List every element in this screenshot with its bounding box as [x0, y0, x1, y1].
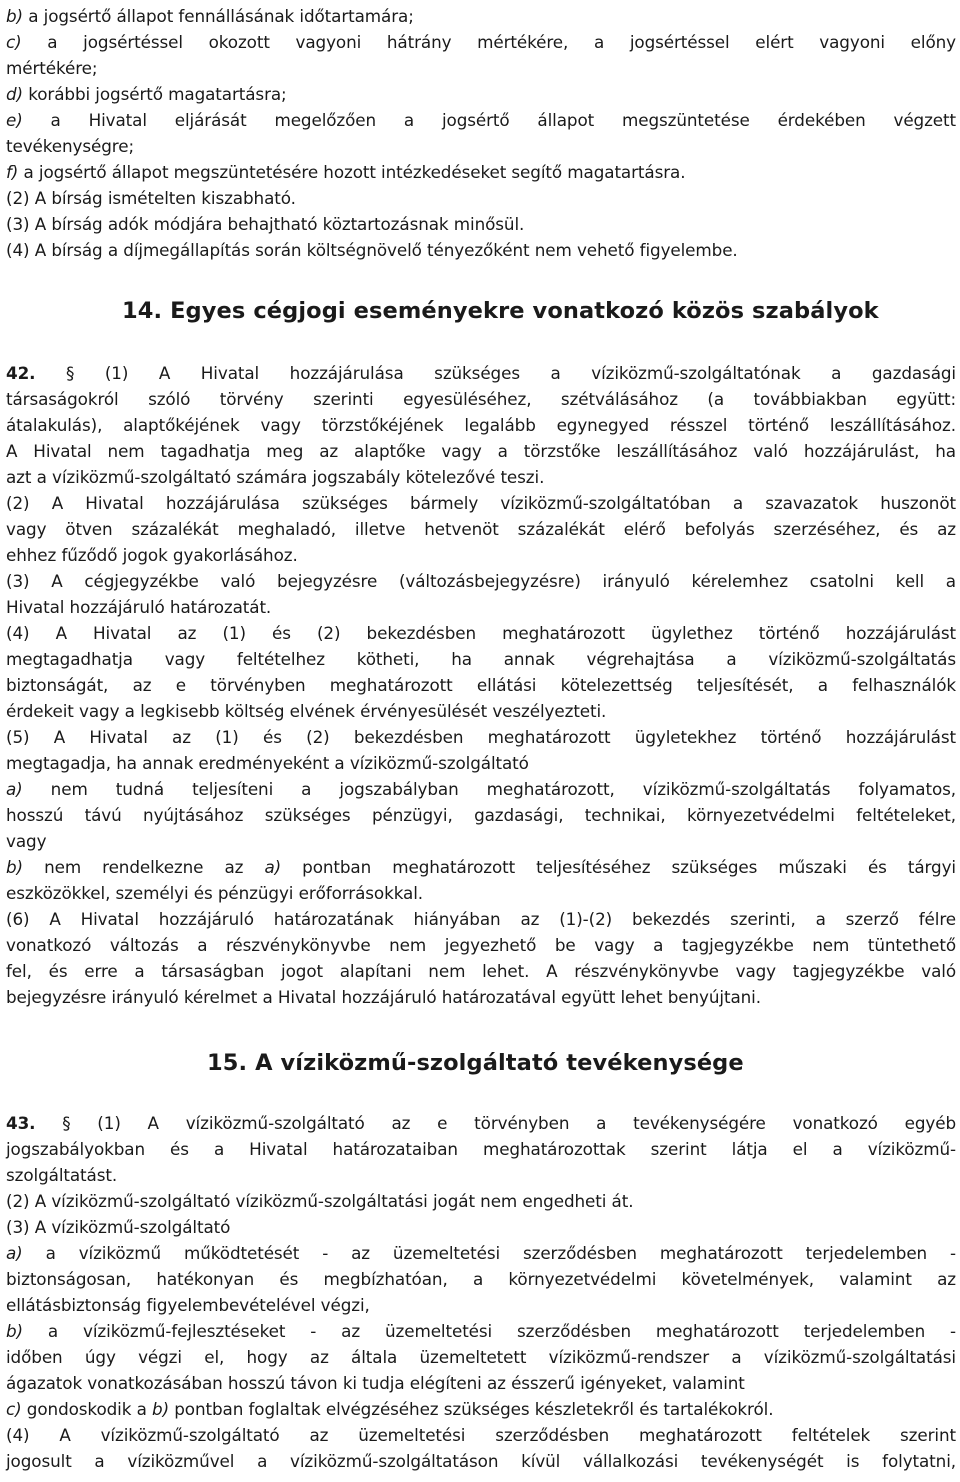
text-run: jogosult a víziközművel a víziközmű-szolgáltatáson kívül vállalkozási tevékenységét is folytatni, — [6, 1451, 956, 1471]
text-run: mértékére; — [6, 58, 98, 78]
text-run: korábbi jogsértő magatartásra; — [23, 84, 287, 104]
text-line — [6, 360, 956, 386]
text-run: jogszabályokban és a Hivatal határozataiban meghatározottak szerint látja el a víziközmű- — [6, 1139, 956, 1159]
text-line — [6, 1396, 773, 1422]
text-run: vonatkozó változás a részvénykönyvbe nem jegyezhető be vagy a tagjegyzékbe nem tüntethető — [6, 935, 956, 955]
text-run: (3) A cégjegyzékbe való bejegyzésre (változásbejegyzésre) irányuló kérelemhez csatolni kell a — [6, 571, 956, 591]
text-line — [6, 854, 956, 880]
text-line — [6, 1214, 230, 1240]
list-marker: b) — [6, 1321, 23, 1341]
text-line — [6, 81, 287, 107]
text-line — [6, 185, 296, 211]
text-line — [6, 568, 956, 594]
text-line — [6, 724, 956, 750]
text-line — [6, 237, 738, 263]
text-run: (3) A víziközmű-szolgáltató — [6, 1217, 231, 1237]
text-run: (4) A Hivatal az (1) és (2) bekezdésben meghatározott ügylethez történő hozzájárulást — [6, 623, 956, 643]
text-line — [6, 1318, 956, 1344]
text-line — [6, 490, 956, 516]
text-run: ehhez fűződő jogok gyakorlásához. — [6, 545, 298, 565]
text-run: társaságokról szóló törvény szerinti egyesüléséhez, szétválásához (a továbbiakban együtt: — [6, 389, 956, 409]
text-run: megtagadja, ha annak eredményeként a víziközmű-szolgáltató — [6, 753, 529, 773]
text-line — [6, 438, 956, 464]
section-number: 42. — [6, 363, 36, 383]
text-run: pontban meghatározott teljesítéséhez szükséges műszaki és tárgyi — [281, 857, 956, 877]
text-line — [6, 55, 97, 81]
text-line — [6, 828, 46, 854]
text-run: megtagadhatja vagy feltételhez kötheti, ha annak végrehajtása a víziközmű-szolgáltatás — [6, 649, 956, 669]
text-line — [6, 1266, 956, 1292]
text-run: eszközökkel, személyi és pénzügyi erőforrásokkal. — [6, 883, 423, 903]
text-line — [6, 1240, 956, 1266]
text-line — [6, 159, 685, 185]
text-run: tevékenységre; — [6, 136, 134, 156]
text-run: (2) A víziközmű-szolgáltató víziközmű-szolgáltatási jogát nem engedheti át. — [6, 1191, 634, 1211]
text-line — [6, 802, 956, 828]
text-run: (5) A Hivatal az (1) és (2) bekezdésben meghatározott ügyletekhez történő hozzájárulást — [6, 727, 956, 747]
text-line — [6, 750, 529, 776]
text-run: (4) A bírság a díjmegállapítás során költségnövelő tényezőként nem vehető figyelembe. — [6, 240, 738, 260]
section-heading-14: 14. Egyes cégjogi eseményekre vonatkozó közös szabályok — [122, 298, 879, 324]
list-marker: b) — [6, 857, 23, 877]
text-run: átalakulás), alaptőkéjének vagy törzstőkéjének legalább egynegyed résszel történő leszállításához. — [6, 415, 956, 435]
text-run: a jogsértő állapot fennállásának időtartamára; — [23, 6, 414, 26]
text-line — [6, 594, 271, 620]
text-line — [6, 1136, 956, 1162]
text-run: a víziközmű működtetését - az üzemeltetési szerződésben meghatározott terjedelemben - — [22, 1243, 956, 1263]
text-line — [6, 107, 956, 133]
text-run: ellátásbiztonság figyelembevételével végzi, — [6, 1295, 370, 1315]
section-heading-15: 15. A víziközmű-szolgáltató tevékenysége — [207, 1050, 744, 1076]
text-line — [6, 620, 956, 646]
text-run: azt a víziközmű-szolgáltató számára jogszabály kötelezővé teszi. — [6, 467, 545, 487]
text-run: fel, és erre a társaságban jogot alapítani nem lehet. A részvénykönyvbe vagy tagjegyzékbe való — [6, 961, 956, 981]
text-line — [6, 1448, 956, 1474]
text-line — [6, 211, 524, 237]
text-run: érdekeit vagy a legkisebb költség elvének érvényesülését veszélyezteti. — [6, 701, 607, 721]
text-line — [6, 646, 956, 672]
text-line — [6, 464, 544, 490]
list-marker: b) — [152, 1399, 170, 1419]
text-run: szolgáltatást. — [6, 1165, 118, 1185]
text-run: (4) A víziközmű-szolgáltató az üzemeltetési szerződésben meghatározott feltételek szerint — [6, 1425, 956, 1445]
text-line — [6, 3, 414, 29]
text-line — [6, 906, 956, 932]
text-line — [6, 698, 606, 724]
list-marker: a) — [6, 1243, 23, 1263]
text-run: nem tudná teljesíteni a jogszabályban meghatározott, víziközmű-szolgáltatás folyamatos, — [22, 779, 956, 799]
text-run: Hivatal hozzájáruló határozatát. — [6, 597, 272, 617]
text-run: hosszú távú nyújtásához szükséges pénzügyi, gazdasági, technikai, környezetvédelmi feltételeket, — [6, 805, 956, 825]
text-line — [6, 133, 134, 159]
text-line — [6, 880, 423, 906]
text-run: A Hivatal nem tagadhatja meg az alaptőke vagy a törzstőke leszállításához való hozzájárulást, ha — [6, 441, 956, 461]
list-marker: c) — [6, 1399, 22, 1419]
text-run: (6) A Hivatal hozzájáruló határozatának hiányában az (1)-(2) bekezdés szerinti, a szerző félre — [6, 909, 956, 929]
text-run: gondoskodik a — [21, 1399, 153, 1419]
text-line — [6, 1344, 956, 1370]
text-run: § (1) A Hivatal hozzájárulása szükséges a víziközmű-szolgáltatónak a gazdasági — [35, 363, 956, 383]
text-line — [6, 542, 298, 568]
text-run: a Hivatal eljárását megelőzően a jogsértő állapot megszüntetése érdekében végzett — [22, 110, 956, 130]
list-marker: a) — [264, 857, 282, 877]
text-line — [6, 984, 761, 1010]
text-line — [6, 516, 956, 542]
text-run: biztonságosan, hatékonyan és megbízhatóan, a környezetvédelmi követelmények, valamint az — [6, 1269, 956, 1289]
text-line — [6, 672, 956, 698]
list-marker: b) — [6, 6, 23, 26]
list-marker: e) — [6, 110, 23, 130]
list-marker: c) — [6, 32, 22, 52]
text-run: a jogsértéssel okozott vagyoni hátrány mértékére, a jogsértéssel elért vagyoni előny — [21, 32, 956, 52]
text-run: (3) A bírság adók módjára behajtható köztartozásnak minősül. — [6, 214, 525, 234]
text-run: ágazatok vonatkozásában hosszú távon ki tudja elégíteni az ésszerű igényeket, valamint — [6, 1373, 745, 1393]
text-line — [6, 776, 956, 802]
text-run: a jogsértő állapot megszüntetésére hozott intézkedéseket segítő magatartásra. — [18, 162, 686, 182]
list-marker: f) — [6, 162, 19, 182]
text-line — [6, 1162, 117, 1188]
text-line — [6, 932, 956, 958]
text-line — [6, 1370, 745, 1396]
list-marker: a) — [6, 779, 23, 799]
text-line — [6, 1110, 956, 1136]
section-number: 43. — [6, 1113, 36, 1133]
text-line — [6, 29, 956, 55]
text-run: nem rendelkezne az — [23, 857, 265, 877]
text-run: vagy — [6, 831, 47, 851]
text-run: időben úgy végzi el, hogy az általa üzemeltetett víziközmű-rendszer a víziközmű-szolgáltatási — [6, 1347, 956, 1367]
text-line — [6, 1422, 956, 1448]
text-run: (2) A Hivatal hozzájárulása szükséges bármely víziközmű-szolgáltatóban a szavazatok huszonöt — [6, 493, 956, 513]
text-line — [6, 386, 956, 412]
text-run: vagy ötven százalékát meghaladó, illetve hetvenöt százalékát elérő befolyás szerzéséhez, és az — [6, 519, 956, 539]
text-run: (2) A bírság ismételten kiszabható. — [6, 188, 296, 208]
text-run: biztonságát, az e törvényben meghatározott ellátási kötelezettség teljesítését, a felhasználók — [6, 675, 956, 695]
text-line — [6, 958, 956, 984]
text-run: § (1) A víziközmű-szolgáltató az e törvényben a tevékenységére vonatkozó egyéb — [35, 1113, 956, 1133]
list-marker: d) — [6, 84, 23, 104]
text-run: bejegyzésre irányuló kérelmet a Hivatal hozzájáruló határozatával együtt lehet benyújtani. — [6, 987, 761, 1007]
text-line — [6, 1292, 370, 1318]
text-line — [6, 1188, 633, 1214]
text-run: pontban foglaltak elvégzéséhez szükséges készletekről és tartalékokról. — [169, 1399, 774, 1419]
text-run: a víziközmű-fejlesztéseket - az üzemeltetési szerződésben meghatározott terjedelemben - — [23, 1321, 956, 1341]
text-line — [6, 412, 956, 438]
